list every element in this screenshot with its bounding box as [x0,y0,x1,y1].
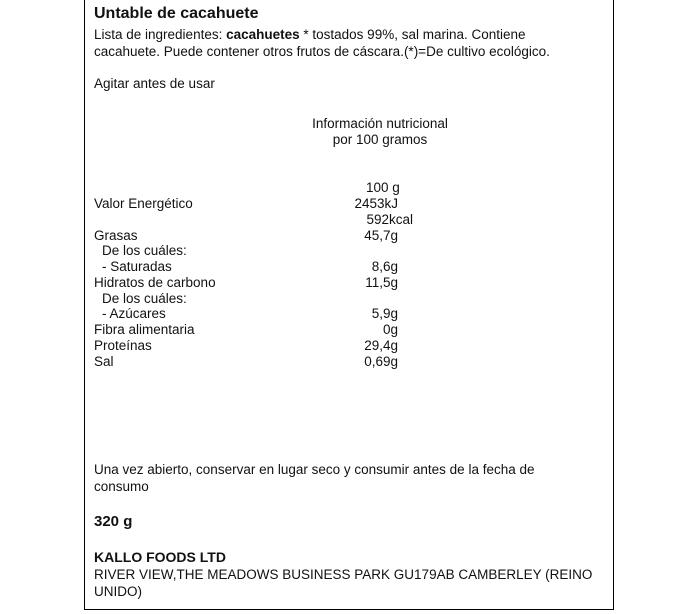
nutrition-row-value: 5,9g [371,306,398,321]
ingredients-list [94,26,594,60]
nutrition-row-value: 2453kJ [354,196,398,211]
nutrition-row-label: Grasas [94,228,138,243]
nutrition-row-value: 11,5g [365,275,398,290]
nutrition-row-value: 45,7g [364,228,398,243]
usage-instruction: Agitar antes de usar [94,76,215,91]
company-name: KALLO FOODS LTD [94,549,226,565]
ingredients-bold: cacahuetes [226,27,300,42]
nutrition-row-label: - Saturadas [102,259,172,274]
nutrition-row-value: 0g [382,322,398,337]
ingredients-prefix: Lista de ingredientes: [94,27,227,42]
nutrition-heading: Información nutricional [312,116,448,131]
nutrition-row-value: 0,69g [364,354,398,369]
nutrition-row-value: 592kcal [366,212,413,227]
product-title: Untable de cacahuete [94,5,259,22]
nutrition-column-header: 100 g [366,180,400,195]
nutrition-row-label: Sal [94,354,114,369]
storage-instructions: Una vez abierto, conservar en lugar seco y consumir antes de la fecha de consumo [94,462,535,494]
nutrition-row-label: Hidratos de carbono [94,275,216,290]
nutrition-row-label: Proteínas [94,338,152,353]
nutrition-row-value: 8,6g [371,259,398,274]
nutrition-row-label: - Azúcares [102,306,166,321]
company-address: RIVER VIEW,THE MEADOWS BUSINESS PARK GU179AB CAMBERLEY (REINO UNIDO) [94,567,593,599]
net-weight: 320 g [94,513,133,530]
nutrition-subheading: por 100 gramos [332,132,428,147]
nutrition-row-label: De los cuáles: [102,243,187,258]
nutrition-row-label: Valor Energético [94,196,193,211]
nutrition-row-value: 29,4g [364,338,398,353]
nutrition-row-label: De los cuáles: [102,291,187,306]
nutrition-row-label: Fibra alimentaria [94,322,195,337]
ingredients-rest: * tostados 99%, sal marina. Contiene cacahuete. Puede contener otros frutos de cáscara.(*)=De cultivo ecológico. [94,27,550,59]
